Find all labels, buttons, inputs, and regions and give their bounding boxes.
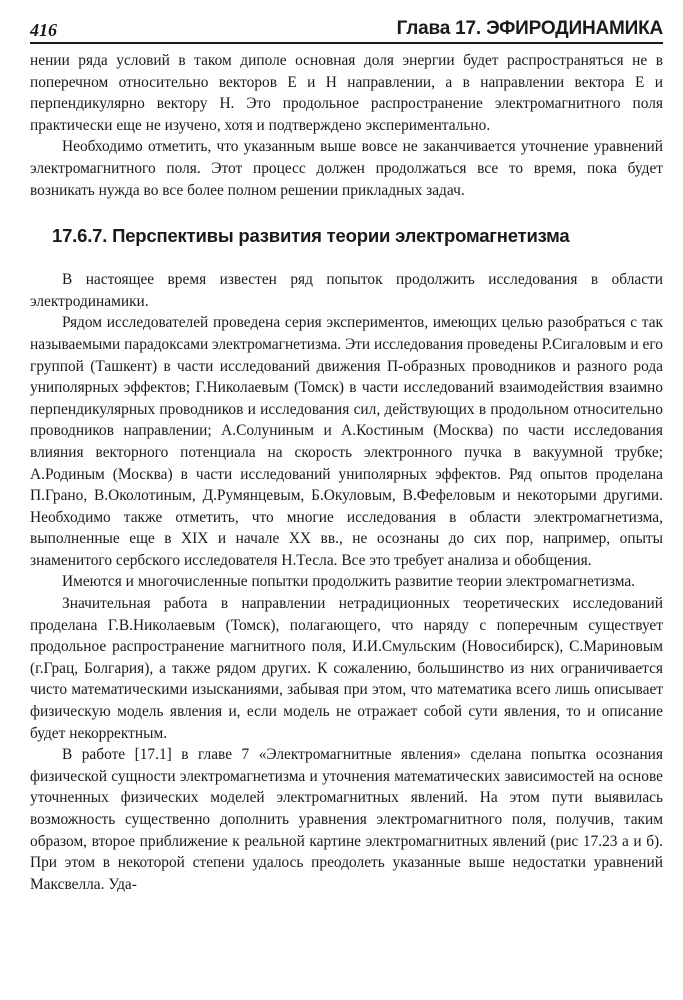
paragraph: В работе [17.1] в главе 7 «Электромагнитные явления» сделана попытка осознания физической сущности электромагнетизма и уточнения математических зависимостей на основе уточненных физических моделей электромагнитных явлений. На этом пути выявилась возможность существенно дополнить уравнения электромагнитного поля, получив, таким образом, второе приближение к реальной картине электромагнитных явлений (рис 17.23 а и б). При этом в некоторой степени удалось преодолеть указанные выше недостатки уравнений Максвелла. Уда-: [30, 746, 663, 893]
paragraph: Значительная работа в направлении нетрадиционных теоретических исследований проделана Г.В.Николаевым (Томск), полагающего, что наряду с поперечным существует продольное распространение магнитного поля, И.И.Смульским (Новосибирск), С.Мариновым (г.Грац, Болгария), а также рядом других. К сожалению, большинство из них ограничивается чисто математическими изысканиями, забывая при этом, что математика всего лишь описывает физическую модель явления и, если модель не отражает собой сути явления, то и описание будет некорректным.: [30, 595, 663, 742]
paragraph: Рядом исследователей проведена серия экспериментов, имеющих целью разобраться с так называемыми парадоксами электромагнетизма. Эти исследования проведены Р.Сигаловым и его группой (Ташкент) в части исследований движения П-образных проводников и разного рода униполярных эффектов; Г.Николаевым (Томск) в части исследований взаимодействия взаимно перпендикулярных проводников и исследования сил, действующих в продольном относительно проводников направлении; А.Солуниным и А.Костиным (Москва) по части исследования влияния векторного потенциала на скорость электронного пучка в вакуумной трубке; А.Родиным (Москва) в части исследований униполярных эффектов. Ряд опытов проделана П.Грано, В.Околотиным, Д.Румянцевым, Б.Окуловым, В.Фефеловым и некоторыми другими. Необходимо также отметить, что многие исследования в области электромагнетизма, выполненные еще в XIX и начале XX вв., не осознаны до сих пор, например, опыты знаменитого сербского исследователя Н.Тесла. Все это требует анализа и обобщения.: [30, 314, 663, 569]
running-header: [30, 10, 663, 44]
paragraph: В настоящее время известен ряд попыток продолжить исследования в области электродинамики.: [30, 271, 663, 310]
chapter-title: Глава 17. ЭФИРОДИНАМИКА: [396, 18, 663, 39]
paragraph: Необходимо отметить, что указанным выше вовсе не заканчивается уточнение уравнений электромагнитного поля. Этот процесс должен продолжаться все то время, пока будет возникать нужда во все более полном решении прикладных задач.: [30, 138, 663, 199]
paragraph: Имеются и многочисленные попытки продолжить развитие теории электромагнетизма.: [62, 573, 636, 591]
paragraph-continuation: нении ряда условий в таком диполе основная доля энергии будет распространяться не в поперечном относительно векторов E и H направлении, а в направлении вектора E и перпендикулярно вектору H. Это продольное распространение электромагнитного поля практически еще не изучено, хотя и подтверждено экспериментально.: [30, 52, 663, 134]
page-number: 416: [30, 20, 57, 40]
section-heading: 17.6.7. Перспективы развития теории электромагнетизма: [52, 225, 570, 247]
